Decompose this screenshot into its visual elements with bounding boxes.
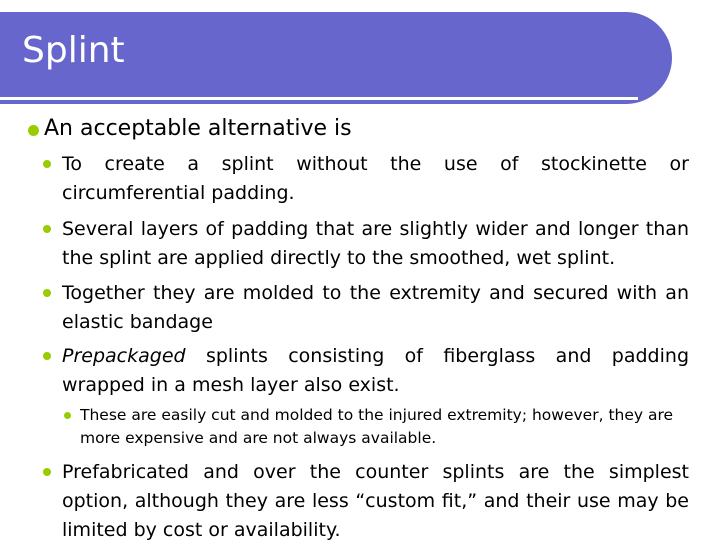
list-item (62, 215, 689, 273)
list-item-text: Together they are molded to the extremity and secured with an elastic bandage (62, 282, 689, 333)
bullet-icon (43, 468, 51, 476)
list-item (62, 279, 689, 337)
bullet-icon (64, 412, 71, 419)
bullet-icon (43, 352, 51, 360)
title-underline (0, 97, 638, 100)
list-item-text: To create a splint without the use of stockinette or circumferential padding. (62, 153, 689, 204)
bullet-icon (43, 160, 51, 168)
list-item-text: Prefabricated and over the counter splints are the simplest option, although they are less “custom fit,” and their use may be limited by cost or availability. (62, 461, 689, 541)
sub-list-item-text: These are easily cut and molded to the injured extremity; however, they are more expensive and are not always available. (80, 406, 674, 447)
list-item (62, 458, 689, 545)
slide-title: Splint (22, 30, 125, 71)
bullet-icon (43, 289, 51, 297)
main-bullet (30, 116, 352, 141)
list-item-text: Several layers of padding that are slightly wider and longer than the splint are applied directly to the smoothed, wet splint. (62, 218, 689, 269)
main-bullet-text: An acceptable alternative is (44, 116, 352, 141)
emphasis-text: Prepackaged (62, 345, 186, 367)
bullet-icon (43, 225, 51, 233)
list-item (62, 342, 689, 400)
sub-list-item (80, 404, 690, 450)
list-item (62, 150, 689, 208)
bullet-icon (28, 125, 39, 136)
list-item-text: splints consisting of fiberglass and padding wrapped in a mesh layer also exist. (62, 345, 689, 396)
